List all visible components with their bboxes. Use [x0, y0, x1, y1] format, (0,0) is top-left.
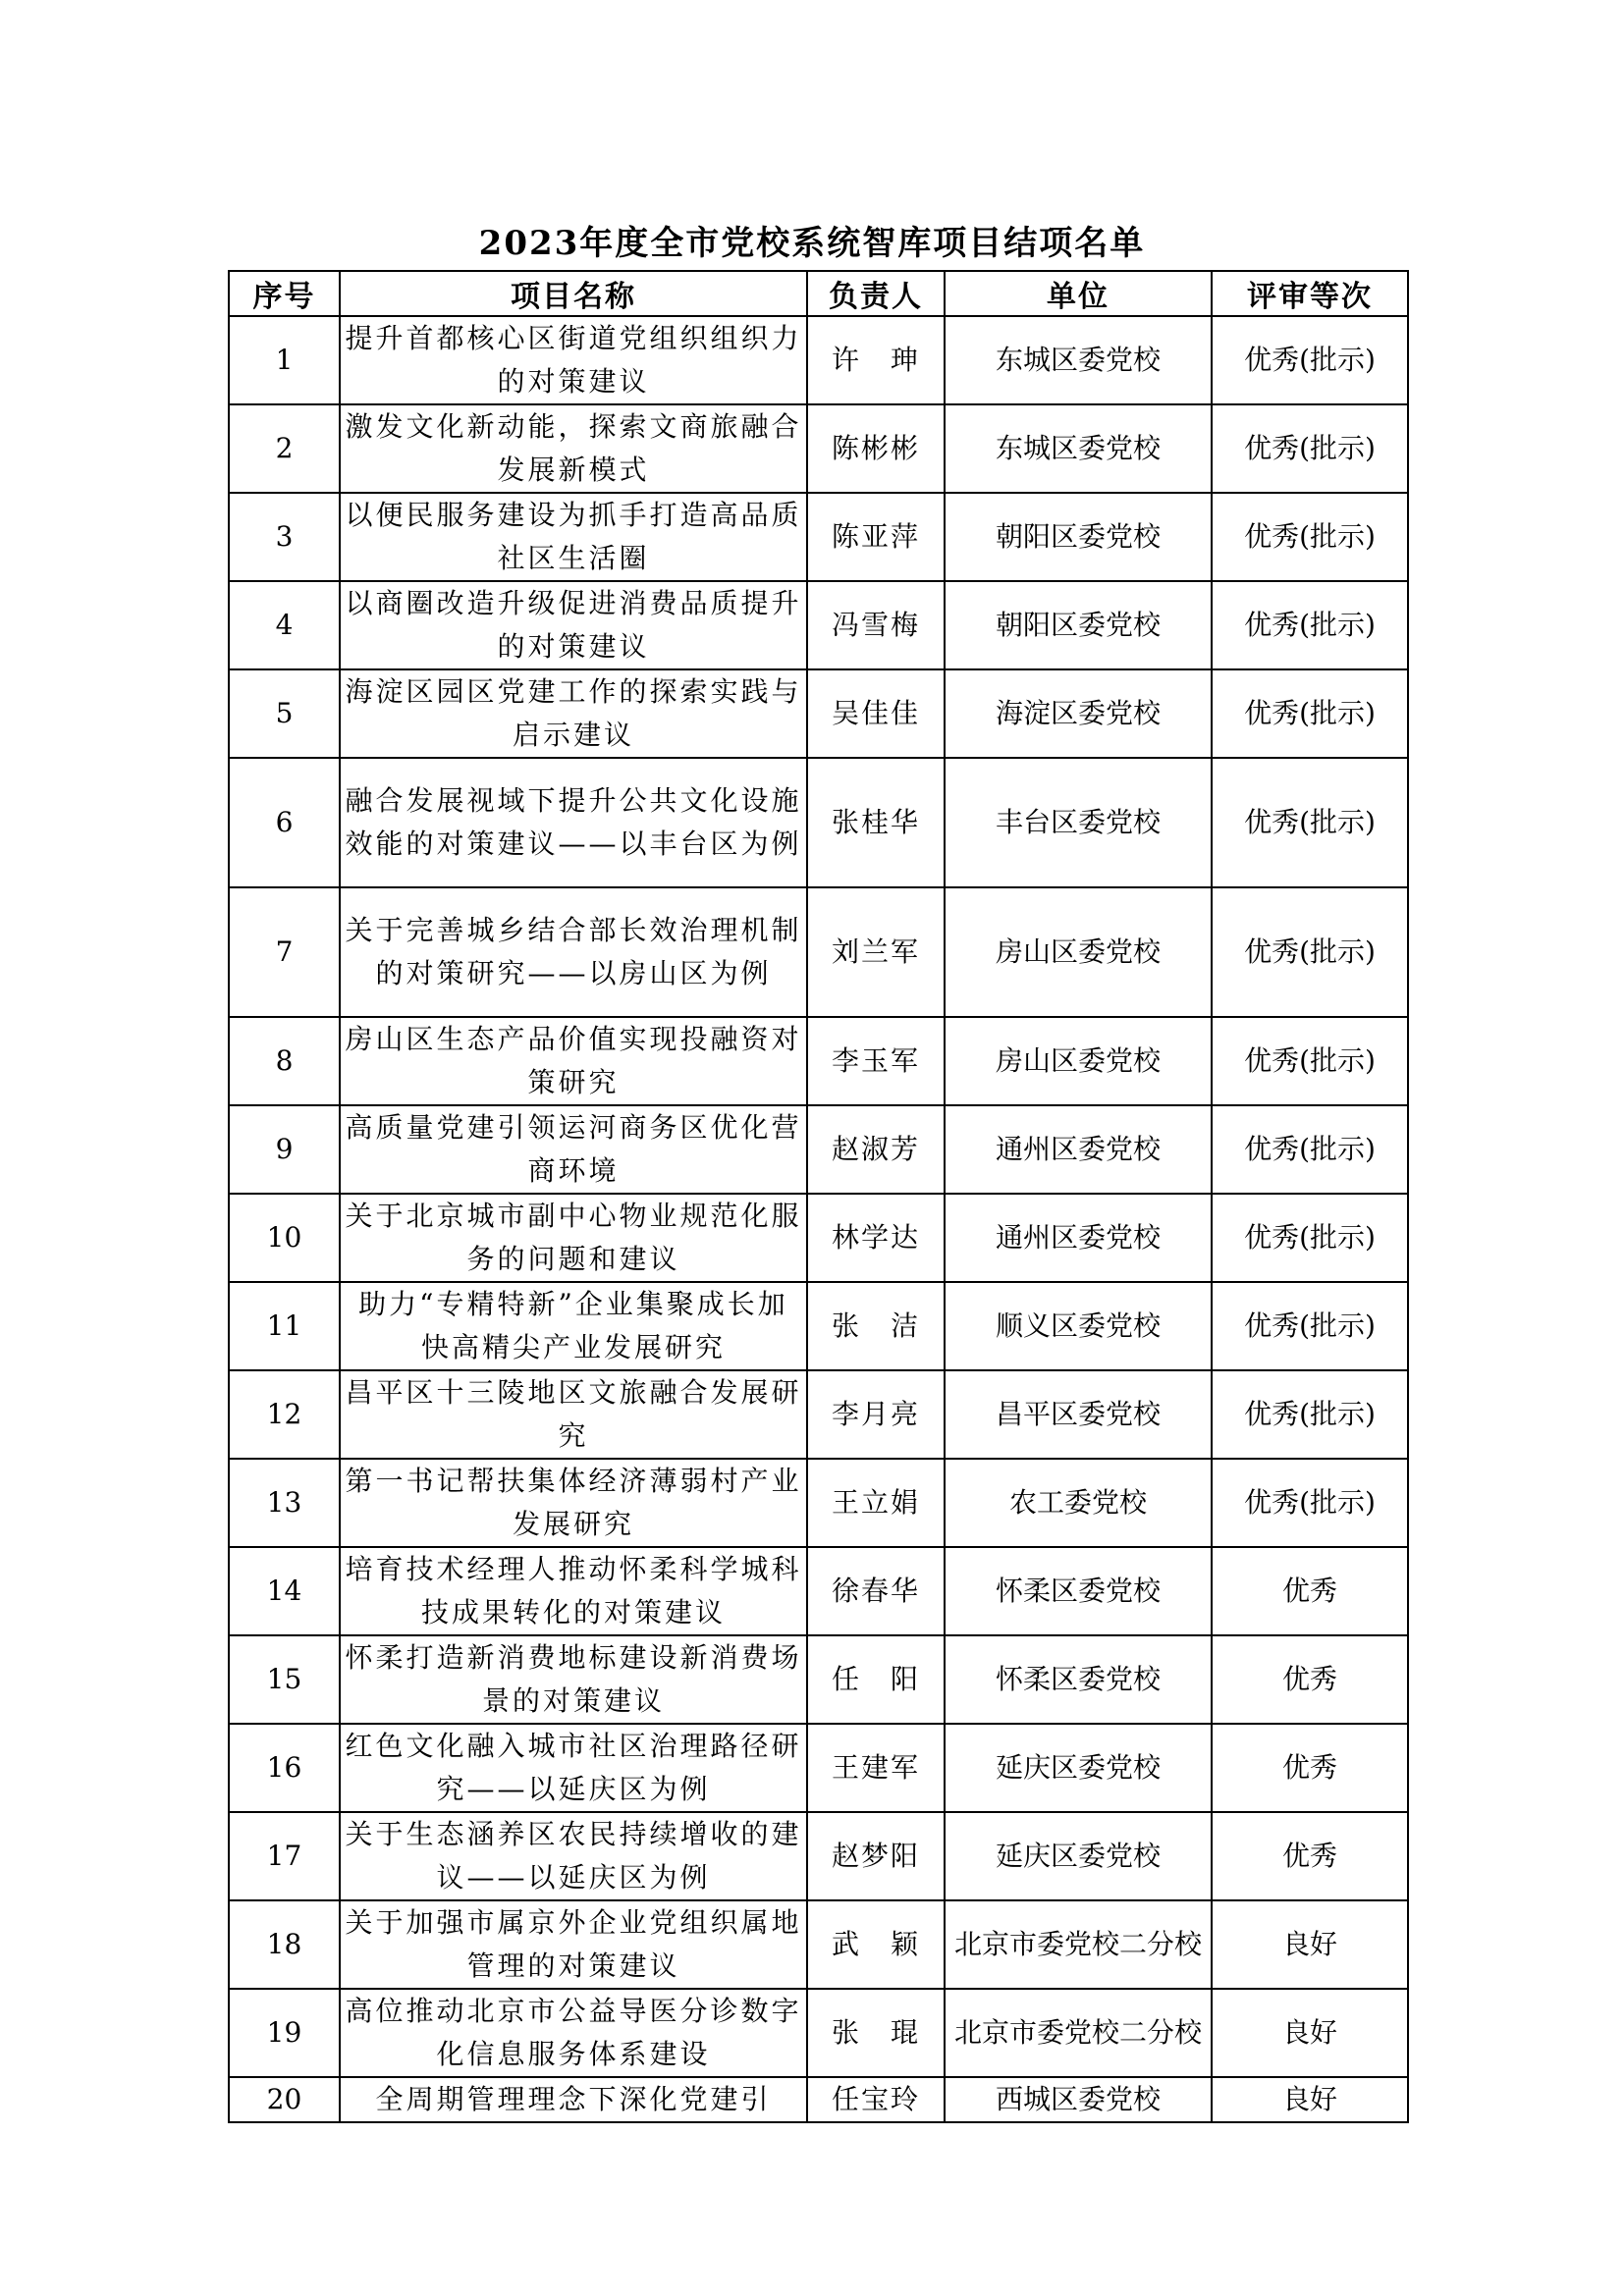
cell-grade: 优秀 [1212, 1547, 1408, 1635]
cell-project-name: 房山区生态产品价值实现投融资对策研究 [340, 1017, 807, 1105]
table-row [229, 669, 1408, 758]
cell-unit: 怀柔区委党校 [945, 1635, 1212, 1724]
cell-unit: 东城区委党校 [945, 404, 1212, 493]
cell-grade: 优秀(批示) [1212, 669, 1408, 758]
table-row [229, 1900, 1408, 1989]
table-row [229, 1194, 1408, 1282]
cell-person: 武 颖 [807, 1900, 945, 1989]
cell-project-name: 关于加强市属京外企业党组织属地管理的对策建议 [340, 1900, 807, 1989]
cell-unit: 房山区委党校 [945, 1017, 1212, 1105]
cell-project-name: 关于生态涵养区农民持续增收的建议——以延庆区为例 [340, 1812, 807, 1900]
cell-project-name: 助力“专精特新”企业集聚成长加快高精尖产业发展研究 [340, 1282, 807, 1370]
cell-unit: 丰台区委党校 [945, 758, 1212, 887]
cell-project-name: 关于完善城乡结合部长效治理机制的对策研究——以房山区为例 [340, 887, 807, 1017]
table-row [229, 1459, 1408, 1547]
cell-grade: 良好 [1212, 2077, 1408, 2122]
cell-person: 徐春华 [807, 1547, 945, 1635]
cell-unit: 西城区委党校 [945, 2077, 1212, 2122]
table-row [229, 1812, 1408, 1900]
cell-project-name: 融合发展视域下提升公共文化设施效能的对策建议——以丰台区为例 [340, 758, 807, 887]
cell-unit: 东城区委党校 [945, 316, 1212, 404]
cell-project-name: 高质量党建引领运河商务区优化营商环境 [340, 1105, 807, 1194]
cell-grade: 优秀(批示) [1212, 1282, 1408, 1370]
cell-unit: 朝阳区委党校 [945, 581, 1212, 669]
cell-no: 17 [229, 1812, 340, 1900]
header-unit: 单位 [945, 271, 1212, 316]
cell-person: 陈彬彬 [807, 404, 945, 493]
cell-person: 吴佳佳 [807, 669, 945, 758]
cell-grade: 优秀 [1212, 1635, 1408, 1724]
cell-project-name: 全周期管理理念下深化党建引 [340, 2077, 807, 2122]
cell-unit: 北京市委党校二分校 [945, 1989, 1212, 2077]
cell-project-name: 昌平区十三陵地区文旅融合发展研究 [340, 1370, 807, 1459]
cell-project-name: 培育技术经理人推动怀柔科学城科技成果转化的对策建议 [340, 1547, 807, 1635]
cell-person: 陈亚萍 [807, 493, 945, 581]
cell-project-name: 激发文化新动能，探索文商旅融合发展新模式 [340, 404, 807, 493]
cell-no: 4 [229, 581, 340, 669]
table-header-row [229, 271, 1408, 316]
cell-no: 11 [229, 1282, 340, 1370]
table-row [229, 493, 1408, 581]
cell-person: 许 珅 [807, 316, 945, 404]
table-row [229, 316, 1408, 404]
cell-no: 13 [229, 1459, 340, 1547]
cell-no: 14 [229, 1547, 340, 1635]
cell-grade: 良好 [1212, 1900, 1408, 1989]
table-row [229, 1547, 1408, 1635]
cell-person: 任 阳 [807, 1635, 945, 1724]
table-row [229, 2077, 1408, 2122]
header-project-name: 项目名称 [340, 271, 807, 316]
cell-project-name: 第一书记帮扶集体经济薄弱村产业发展研究 [340, 1459, 807, 1547]
table-row [229, 1282, 1408, 1370]
cell-person: 任宝玲 [807, 2077, 945, 2122]
cell-person: 张 琨 [807, 1989, 945, 2077]
cell-project-name: 以商圈改造升级促进消费品质提升的对策建议 [340, 581, 807, 669]
project-table [228, 270, 1409, 2123]
cell-grade: 优秀 [1212, 1812, 1408, 1900]
cell-no: 18 [229, 1900, 340, 1989]
cell-unit: 昌平区委党校 [945, 1370, 1212, 1459]
cell-no: 10 [229, 1194, 340, 1282]
cell-project-name: 以便民服务建设为抓手打造高品质社区生活圈 [340, 493, 807, 581]
cell-person: 王立娟 [807, 1459, 945, 1547]
cell-person: 赵淑芳 [807, 1105, 945, 1194]
table-row [229, 887, 1408, 1017]
table-row [229, 404, 1408, 493]
cell-grade: 优秀(批示) [1212, 758, 1408, 887]
header-person: 负责人 [807, 271, 945, 316]
cell-unit: 北京市委党校二分校 [945, 1900, 1212, 1989]
cell-unit: 房山区委党校 [945, 887, 1212, 1017]
table-row [229, 1724, 1408, 1812]
cell-unit: 顺义区委党校 [945, 1282, 1212, 1370]
cell-unit: 通州区委党校 [945, 1105, 1212, 1194]
table-row [229, 1370, 1408, 1459]
cell-no: 1 [229, 316, 340, 404]
cell-person: 李月亮 [807, 1370, 945, 1459]
cell-project-name: 关于北京城市副中心物业规范化服务的问题和建议 [340, 1194, 807, 1282]
table-row [229, 1017, 1408, 1105]
cell-no: 8 [229, 1017, 340, 1105]
cell-grade: 优秀(批示) [1212, 493, 1408, 581]
cell-grade: 优秀(批示) [1212, 316, 1408, 404]
cell-unit: 怀柔区委党校 [945, 1547, 1212, 1635]
cell-project-name: 海淀区园区党建工作的探索实践与启示建议 [340, 669, 807, 758]
table-row [229, 1989, 1408, 2077]
header-no: 序号 [229, 271, 340, 316]
cell-grade: 良好 [1212, 1989, 1408, 2077]
cell-no: 12 [229, 1370, 340, 1459]
table-row [229, 758, 1408, 887]
cell-project-name: 红色文化融入城市社区治理路径研究——以延庆区为例 [340, 1724, 807, 1812]
cell-person: 李玉军 [807, 1017, 945, 1105]
cell-project-name: 怀柔打造新消费地标建设新消费场景的对策建议 [340, 1635, 807, 1724]
table-row [229, 1635, 1408, 1724]
cell-no: 9 [229, 1105, 340, 1194]
cell-person: 赵梦阳 [807, 1812, 945, 1900]
cell-unit: 延庆区委党校 [945, 1724, 1212, 1812]
cell-person: 林学达 [807, 1194, 945, 1282]
cell-no: 2 [229, 404, 340, 493]
cell-grade: 优秀(批示) [1212, 1459, 1408, 1547]
cell-grade: 优秀(批示) [1212, 887, 1408, 1017]
cell-grade: 优秀(批示) [1212, 404, 1408, 493]
cell-unit: 朝阳区委党校 [945, 493, 1212, 581]
cell-no: 15 [229, 1635, 340, 1724]
cell-person: 冯雪梅 [807, 581, 945, 669]
cell-grade: 优秀 [1212, 1724, 1408, 1812]
cell-no: 19 [229, 1989, 340, 2077]
page-title: 2023年度全市党校系统智库项目结项名单 [478, 224, 1146, 263]
cell-unit: 农工委党校 [945, 1459, 1212, 1547]
cell-grade: 优秀(批示) [1212, 1370, 1408, 1459]
cell-no: 6 [229, 758, 340, 887]
cell-no: 3 [229, 493, 340, 581]
cell-no: 5 [229, 669, 340, 758]
cell-unit: 海淀区委党校 [945, 669, 1212, 758]
table-row [229, 581, 1408, 669]
table-row [229, 1105, 1408, 1194]
cell-unit: 延庆区委党校 [945, 1812, 1212, 1900]
cell-unit: 通州区委党校 [945, 1194, 1212, 1282]
cell-no: 20 [229, 2077, 340, 2122]
cell-no: 16 [229, 1724, 340, 1812]
cell-project-name: 提升首都核心区街道党组织组织力的对策建议 [340, 316, 807, 404]
cell-no: 7 [229, 887, 340, 1017]
cell-grade: 优秀(批示) [1212, 581, 1408, 669]
cell-grade: 优秀(批示) [1212, 1105, 1408, 1194]
cell-person: 张 洁 [807, 1282, 945, 1370]
cell-person: 刘兰军 [807, 887, 945, 1017]
cell-project-name: 高位推动北京市公益导医分诊数字化信息服务体系建设 [340, 1989, 807, 2077]
cell-grade: 优秀(批示) [1212, 1194, 1408, 1282]
cell-person: 王建军 [807, 1724, 945, 1812]
cell-grade: 优秀(批示) [1212, 1017, 1408, 1105]
header-grade: 评审等次 [1212, 271, 1408, 316]
cell-person: 张桂华 [807, 758, 945, 887]
